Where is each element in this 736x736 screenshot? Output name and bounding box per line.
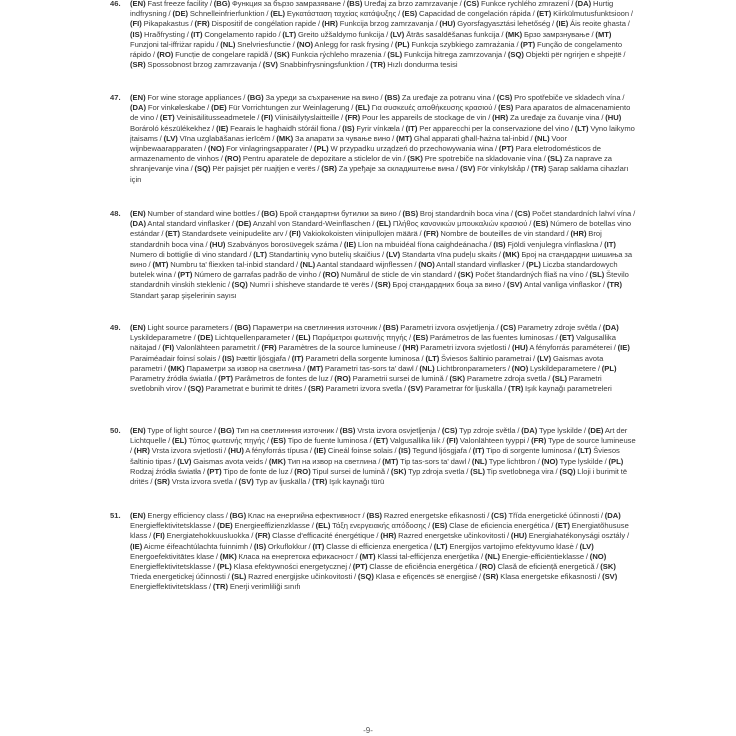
entry-number: 49.	[110, 323, 121, 332]
language-code: (IS)	[493, 239, 506, 249]
language-code: (FR)	[423, 229, 439, 239]
language-code: (IE)	[343, 239, 357, 249]
language-code: (DA)	[602, 323, 619, 332]
language-code: (LT)	[433, 541, 448, 551]
glossary-entry-48	[110, 209, 636, 301]
language-code: (BS)	[402, 209, 419, 218]
language-code: (LV)	[163, 133, 178, 143]
language-code: (SQ)	[559, 466, 576, 476]
language-code: (DE)	[217, 521, 233, 531]
language-code: (ES)	[412, 333, 429, 343]
language-code: (NL)	[471, 456, 488, 466]
language-code: (IS)	[130, 29, 143, 39]
language-code: (TR)	[531, 164, 547, 174]
language-code: (ET)	[559, 333, 575, 343]
language-code: (ET)	[373, 436, 389, 446]
language-code: (LV)	[579, 541, 594, 551]
language-code: (IE)	[130, 541, 143, 551]
language-code: (SR)	[321, 164, 337, 174]
language-code: (PT)	[177, 270, 193, 280]
language-code: (FI)	[446, 436, 459, 446]
language-code: (SQ)	[187, 384, 204, 394]
entry-text: (EN) Light source parameters / (BG) Параметри на светлинния източник / (BS) Parametri izvora osvjetljenja / (CS) Parametry zdroje světla / (DA) Lyskildeparametre / (DE) Lichtquellenparameter / (EL) Παράμετροι φωτεινής πηγής / (ES) Parámetros de las fuentes luminosas / (ET) Valgusallika näitajad / (FI) Valonlähteen parametrit / (FR) Paramètres de la source lumineuse / (HR) Parametri izvora svjetlosti / (HU) A fényforrás paraméterei / (IE) Paraiméadair foinsí solais / (IS) Þættir ljósgjafa / (IT) Parametri della sorgente luminosa / (LT) Šviesos šaltinio parametrai / (LV) Gaismas avota parametri / (MK) Параметри за извор на светлина / (MT) Parametri tas-sors ta' dawl / (NL) Lichtbronparameters / (NO) Lyskildeparametere / (PL) Parametry źródła światła / (PT) Parâmetros de fontes de luz / (RO) Parametrii sursei de lumină / (SK) Parametre zdroja svetla / (SL) Parametri svetlobnih virov / (SQ) Parametrat e burimit të dritës / (SR) Parametri izvora svetla / (SV) Parametrar för ljuskälla / (TR) Işık kaynağı parametreleri	[130, 323, 630, 394]
language-code: (CS)	[500, 323, 516, 332]
language-code: (BS)	[384, 93, 401, 102]
language-code: (ET)	[159, 113, 175, 123]
entry-text: (EN) Fast freeze facility / (BG) Функция за бързо замразяване / (BS) Uređaj za brzo zamrzavanje / (CS) Funkce rychlého zmrazení / (DA) Hurtig indfrysning / (DE) Schnelleinfrierfunktion / (EL) Εγκατάσταση ταχείας κατάψυξης / (ES) Capacidad de congelación rápida / (ET) Kiirkülmutusfunktsioon / (FI) Pikapakastus / (FR) Dispositif de congélation rapide / (HR) Funkcija brzog zamrzavanja / (HU) Gyorsfagyasztási lehetőség / (IE) Áis reoite ghasta / (IS) Hraðfrysting / (IT) Congelamento rapido / (LT) Greito užšaldymo funkcija / (LV) Ātrās sasaldēšanas funkcija / (MK) Брзо замрзнување / (MT) Funzjoni tal-iffriżar rapidu / (NL) Snelvriesfunctie / (NO) Anlegg for rask frysing / (PL) Funkcja szybkiego zamrażania / (PT) Função de congelamento rápido / (RO) Funcție de congelare rapidă / (SK) Funkcia rýchleho mrazenia / (SL) Funkcija hitrega zamrzovanja / (SQ) Objekti për ngrirjen e shpejtë / (SR) Spossobnost brzog zamrzavanja / (SV) Snabbinfrysningsfunktion / (TR) Hızlı dondurma tesisi	[130, 0, 634, 70]
entry-text: (EN) Energy efficiency class / (BG) Клас на енергийна ефективност / (BS) Razred energetske efikasnosti / (CS) Třída energetické účinnosti / (DA) Energieffektivitetsklasse / (DE) Energieeffizienzklasse / (EL) Τάξη ενεργειακής απόδοσης / (ES) Clase de eficiencia energética / (ET) Energiatõhususe klass / (FI) Energiatehokkuusluokka / (FR) Classe d'efficacité énergétique / (HR) Razred energetske učinkovitosti / (HU) Energiahatékonysági osztály / (IE) Aicme éifeachtúlachta fuinnimh / (IS) Orkuflokkur / (IT) Classe di efficienza energetica / (LT) Energijos vartojimo efektyvumo klasė / (LV) Energoefektivitātes klase / (MK) Класа на енергетска ефикасност / (MT) Klassi tal-effiċjenza enerġetika / (NL) Energie-efficiëntieklasse / (NO) Energieffektivitetsklasse / (PL) Klasa efektywności energetycznej / (PT) Classe de eficiência energética / (RO) Clasă de eficiență energetică / (SK) Trieda energetickej účinnosti / (SL) Razred energijske učinkovitosti / (SQ) Klasa e efiçencës së energjisë / (SR) Klasa energetske efikasnosti / (SV) Energieffektivitetsklass / (TR) Enerji verimliliği sınıfı	[130, 511, 630, 592]
language-code: (LT)	[425, 353, 440, 363]
language-code: (RO)	[479, 562, 496, 572]
language-code: (MT)	[152, 260, 169, 270]
language-code: (SV)	[238, 477, 254, 487]
language-code: (DA)	[521, 426, 538, 435]
language-code: (SR)	[154, 477, 170, 487]
language-code: (CS)	[496, 93, 513, 102]
language-code: (RO)	[294, 466, 311, 476]
language-code: (FR)	[194, 19, 210, 29]
language-code: (NO)	[296, 39, 314, 49]
language-code: (EL)	[376, 219, 392, 229]
language-code: (HR)	[321, 19, 338, 29]
language-code: (RO)	[322, 270, 340, 280]
language-code: (NO)	[589, 551, 607, 561]
glossary-entry-51	[110, 511, 636, 593]
language-code: (PT)	[218, 374, 234, 384]
language-code: (EL)	[315, 521, 331, 531]
language-code: (NO)	[207, 144, 225, 154]
language-code: (MT)	[396, 133, 413, 143]
language-code: (SK)	[449, 374, 466, 384]
glossary-entry-50	[110, 426, 636, 487]
language-code: (HR)	[380, 531, 397, 541]
language-code: (SV)	[262, 60, 278, 70]
language-code: (PT)	[352, 562, 368, 572]
language-code: (DA)	[130, 219, 147, 229]
language-code: (PL)	[601, 363, 617, 373]
language-code: (LT)	[574, 123, 589, 133]
language-code: (LV)	[385, 249, 401, 259]
language-code: (IT)	[190, 29, 203, 39]
language-code: (EL)	[295, 333, 311, 343]
language-code: (BS)	[339, 426, 356, 435]
language-code: (NO)	[511, 363, 529, 373]
language-code: (SR)	[482, 572, 499, 582]
language-code: (LV)	[536, 353, 552, 363]
language-code: (MT)	[595, 29, 612, 39]
language-code: (SK)	[600, 562, 616, 572]
language-code: (PT)	[206, 466, 222, 476]
language-code: (SV)	[507, 280, 523, 290]
language-code: (ET)	[536, 9, 552, 19]
language-code: (SL)	[547, 154, 563, 164]
language-code: (FR)	[344, 113, 361, 123]
language-code: (BG)	[213, 0, 231, 8]
language-code: (DA)	[130, 103, 147, 113]
language-code: (EN)	[130, 323, 146, 332]
language-code: (IE)	[313, 446, 327, 456]
language-code: (FI)	[289, 229, 301, 239]
language-code: (NL)	[484, 551, 501, 561]
language-code: (ES)	[498, 103, 514, 113]
entry-text: (EN) For wine storage appliances / (BG) За уреди за съхранение на вино / (BS) Za uređaje za potranu vina / (CS) Pro spotřebiče ve skladech vína / (DA) For vinkøleskabe / (DE) Für Vorrichtungen zur Weinlagerung / (EL) Για συσκευές αποθήκευσης κρασιού / (ES) Para aparatos de almacenamiento de vino / (ET) Veinisäilitusseadmetele / (FI) Viinisäilytyslaitteille / (FR) Pour les appareils de stockage de vin / (HR) Za uređaje za čuvanje vina / (HU) Borároló készülékekhez / (IE) Fearais le haghaidh stóráil fiona / (IS) Fyrir vínkæla / (IT) Per apparecchi per la conservazione del vino / (LT) Vyno laikymo įtaisams / (LV) Vīna uzglabāšanas ierīcēm / (MK) За апарати за чување вино / (MT) Għal apparati għall-ħażna tal-inbid / (NL) Voor wijnbewaarapparaten / (NO) For vinlagringsapparater / (PL) W przypadku urządzeń do przechowywania wina / (PT) Para eletrodomésticos de armazenamento de vinhos / (RO) Pentru aparatele de depozitare a sticlelor de vin / (SK) Pre spotrebiče na skladovanie vína / (SL) Za naprave za shranjevanje vina / (SQ) Për pajisjet për ruajtjen e verës / (SR) Za уређаје за складиштење вина / (SV) För vinkylskåp / (TR) Şarap saklama cihazları için	[130, 93, 635, 184]
language-code: (NL)	[419, 363, 435, 373]
language-code: (HU)	[439, 19, 456, 29]
language-code: (BG)	[234, 323, 251, 332]
language-code: (TR)	[312, 477, 328, 487]
language-code: (EN)	[130, 0, 146, 8]
language-code: (MK)	[276, 133, 294, 143]
language-code: (EN)	[130, 426, 146, 435]
language-code: (NL)	[299, 260, 316, 270]
glossary-entry-49	[110, 323, 636, 394]
language-code: (SV)	[602, 572, 618, 582]
language-code: (BS)	[346, 0, 363, 8]
language-code: (ES)	[432, 521, 448, 531]
language-code: (CS)	[463, 0, 480, 8]
language-code: (DE)	[235, 219, 252, 229]
language-code: (FR)	[531, 436, 547, 446]
language-code: (IS)	[342, 123, 355, 133]
entry-number: 50.	[110, 426, 121, 435]
language-code: (CS)	[441, 426, 458, 435]
language-code: (RO)	[334, 374, 351, 384]
language-code: (DE)	[172, 9, 189, 19]
language-code: (SV)	[460, 164, 476, 174]
language-code: (PL)	[526, 260, 541, 270]
language-code: (ES)	[402, 9, 418, 19]
language-code: (MT)	[307, 363, 324, 373]
language-code: (BG)	[261, 209, 278, 218]
language-code: (SR)	[130, 60, 146, 70]
language-code: (PL)	[394, 39, 410, 49]
language-code: (SV)	[407, 384, 424, 394]
language-code: (IE)	[216, 123, 229, 133]
language-code: (SQ)	[194, 164, 211, 174]
language-code: (DE)	[211, 103, 227, 113]
language-code: (SL)	[589, 270, 605, 280]
language-code: (ES)	[270, 436, 286, 446]
language-code: (DE)	[587, 426, 604, 435]
language-code: (HU)	[605, 113, 622, 123]
language-code: (HU)	[510, 531, 527, 541]
language-code: (BS)	[366, 511, 383, 520]
language-code: (ET)	[555, 521, 570, 531]
language-code: (IS)	[222, 353, 235, 363]
language-code: (FI)	[162, 343, 175, 353]
glossary-entry-47	[110, 93, 636, 185]
language-code: (SL)	[387, 50, 403, 60]
language-code: (SQ)	[231, 280, 248, 290]
language-code: (IT)	[405, 123, 418, 133]
language-code: (SR)	[308, 384, 324, 394]
language-code: (DA)	[604, 511, 621, 520]
entry-text: (EN) Number of standard wine bottles / (BG) Брой стандартни бутилки за вино / (BS) Broj standardnih boca vina / (CS) Počet standardních lahví vína / (DA) Antal standard vinflasker / (DE) Anzahl von Standard-Weinflaschen / (EL) Πλήθος κανονικών μπουκαλιών κρασιού / (ES) Número de botellas vino estándar / (ET) Standardsete veinipudelite arv / (FI) Vakiokokoisten viinipullojen määrä / (FR) Nombre de bouteilles de vin standard / (HR) Broj standardnih boca vina / (HU) Szabványos borosüvegek száma / (IE) Líon na mbuidéal fíona caighdeánacha / (IS) Fjöldi venjulegra vínflaskna / (IT) Numero di bottiglie di vino standard / (LT) Standartinių vyno butelių skaičius / (LV) Standarta vīna pudeļu skaits / (MK) Број на стандардни шишиња за вино / (MT) Numbru ta' fliexken tal-inbid standard / (NL) Aantal standaard wijnflessen / (NO) Antall standard vinflasker / (PL) Liczba standardowych butelek wina / (PT) Número de garrafas padrão de vinho / (RO) Numărul de sticle de vin standard / (SK) Počet štandardných fliaš na víno / (SL) Število standardnih vinskih steklenic / (SQ) Numri i shisheve standarde të verës / (SR) Број стандардних боца за вино / (SV) Antal vanliga vinflaskor / (TR) Standart şarap şişelerinin sayısı	[130, 209, 636, 300]
language-code: (BS)	[382, 323, 399, 332]
language-code: (IT)	[472, 446, 485, 456]
language-code: (SK)	[457, 270, 474, 280]
language-code: (DA)	[575, 0, 592, 8]
language-code: (FI)	[130, 19, 142, 29]
language-code: (SL)	[470, 466, 485, 476]
language-code: (FR)	[255, 531, 271, 541]
language-code: (BG)	[247, 93, 264, 102]
language-code: (NO)	[541, 456, 558, 466]
language-code: (LV)	[177, 456, 192, 466]
language-code: (RO)	[156, 50, 174, 60]
entry-number: 48.	[110, 209, 121, 218]
language-code: (MT)	[359, 551, 376, 561]
language-code: (SL)	[552, 374, 567, 384]
language-code: (MT)	[382, 456, 399, 466]
entry-number: 51.	[110, 511, 121, 520]
language-code: (IT)	[312, 541, 325, 551]
language-code: (ET)	[165, 229, 181, 239]
language-code: (HR)	[133, 446, 150, 456]
language-code: (FI)	[153, 531, 165, 541]
language-code: (TR)	[508, 384, 524, 394]
language-code: (RO)	[224, 154, 242, 164]
page-number: -9-	[363, 726, 373, 735]
language-code: (EL)	[172, 436, 187, 446]
language-code: (HR)	[570, 229, 587, 239]
language-code: (IE)	[617, 343, 630, 353]
language-code: (PL)	[313, 144, 329, 154]
language-code: (SQ)	[357, 572, 374, 582]
language-code: (HU)	[227, 446, 244, 456]
language-code: (IT)	[291, 353, 304, 363]
language-code: (EL)	[270, 9, 286, 19]
language-code: (NL)	[534, 133, 550, 143]
language-code: (TR)	[606, 280, 623, 290]
language-code: (EL)	[355, 103, 370, 113]
language-code: (PL)	[608, 456, 624, 466]
language-code: (SQ)	[507, 50, 524, 60]
language-code: (HU)	[511, 343, 528, 353]
language-code: (CS)	[514, 209, 531, 218]
language-code: (NL)	[220, 39, 236, 49]
language-code: (SK)	[390, 466, 407, 476]
language-code: (MK)	[505, 29, 523, 39]
language-code: (IT)	[604, 239, 616, 249]
language-code: (EN)	[130, 511, 146, 520]
language-code: (LT)	[282, 29, 297, 39]
language-code: (FI)	[261, 113, 273, 123]
language-code: (DE)	[197, 333, 214, 343]
language-code: (ES)	[533, 219, 549, 229]
language-code: (HU)	[209, 239, 226, 249]
language-code: (EN)	[130, 209, 146, 218]
language-code: (SL)	[231, 572, 247, 582]
language-code: (MK)	[167, 363, 185, 373]
language-code: (IS)	[398, 446, 411, 456]
language-code: (MK)	[502, 249, 520, 259]
language-code: (LV)	[390, 29, 405, 39]
language-code: (MK)	[219, 551, 237, 561]
language-code: (LT)	[577, 446, 592, 456]
language-code: (NO)	[418, 260, 435, 270]
language-code: (IS)	[253, 541, 267, 551]
language-code: (SR)	[375, 280, 391, 290]
language-code: (FR)	[261, 343, 277, 353]
language-code: (PL)	[217, 562, 232, 572]
language-code: (HR)	[492, 113, 509, 123]
entry-number: 47.	[110, 93, 121, 102]
language-code: (BG)	[229, 511, 247, 520]
entry-text: (EN) Type of light source / (BG) Тип на светлинния източник / (BS) Vrsta izvora osvjetljenja / (CS) Typ zdroje světla / (DA) Type lyskilde / (DE) Art der Lichtquelle / (EL) Τύπος φωτεινής πηγής / (ES) Tipo de fuente luminosa / (ET) Valgusallika liik / (FI) Valonlähteen tyyppi / (FR) Type de source lumineuse / (HR) Vrsta izvora svjetlosti / (HU) A fényforrás típusa / (IE) Cineál foinse solais / (IS) Tegund ljósgjafa / (IT) Tipo di sorgente luminosa / (LT) Šviesos šaltinio tipas / (LV) Gaismas avota veids / (MK) Тип на извор на светлина / (MT) Tip tas-sors ta' dawl / (NL) Type lichtbron / (NO) Type lyskilde / (PL) Rodzaj źródła światła / (PT) Tipo de fonte de luz / (RO) Tipul sursei de lumină / (SK) Typ zdroja svetla / (SL) Tip svetlobnega vira / (SQ) Lloji i burimit të dritës / (SR) Vrsta izvora svetla / (SV) Typ av ljuskälla / (TR) Işık kaynağı türü	[130, 426, 636, 487]
language-code: (LT)	[253, 249, 268, 259]
language-code: (CS)	[491, 511, 507, 520]
glossary-entry-46	[110, 0, 636, 70]
language-code: (HR)	[402, 343, 419, 353]
language-code: (PT)	[498, 144, 514, 154]
language-code: (PT)	[520, 39, 536, 49]
language-code: (BG)	[217, 426, 235, 435]
language-code: (TR)	[212, 582, 229, 592]
language-code: (EN)	[130, 93, 146, 102]
language-code: (SK)	[407, 154, 423, 164]
language-code: (SK)	[274, 50, 290, 60]
entry-number: 46.	[110, 0, 121, 8]
language-code: (TR)	[370, 60, 386, 70]
language-code: (IE)	[555, 19, 569, 29]
language-code: (MK)	[268, 456, 286, 466]
